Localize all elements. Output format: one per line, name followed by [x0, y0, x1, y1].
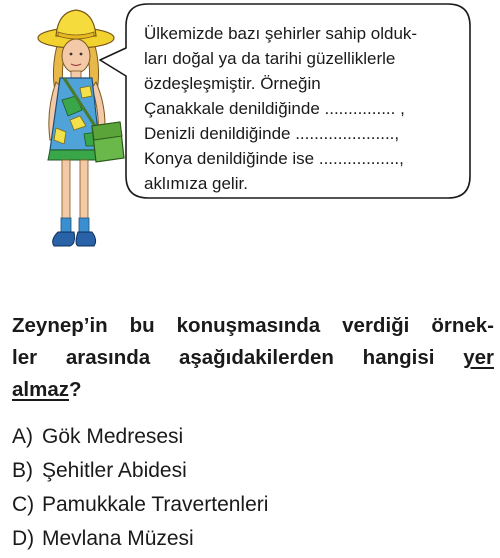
option-text: Şehitler Abidesi [42, 459, 187, 482]
question-word: arasında [65, 346, 151, 369]
question-line-2 [12, 342, 494, 374]
bubble-line: aklımıza gelir. [144, 174, 248, 193]
bubble-line: Ülkemizde bazı şehirler sahip olduk- [144, 24, 418, 43]
option-c[interactable] [12, 488, 482, 522]
answer-options [12, 420, 482, 556]
option-text: Gök Medresesi [42, 425, 184, 448]
shoe-icon [53, 232, 75, 246]
question-word: hangisi [362, 346, 435, 369]
speech-bubble-text [144, 21, 464, 196]
question-line-3 [12, 374, 494, 406]
option-letter: D) [12, 527, 35, 550]
question-stem [12, 310, 494, 406]
question-word: örnek- [431, 314, 494, 337]
question-word: ler [12, 346, 38, 369]
option-letter: C) [12, 493, 35, 516]
bubble-line: Çanakkale denildiğinde ............... , [144, 99, 405, 118]
face [62, 39, 90, 73]
bubble-line: ları doğal ya da tarihi güzelliklerle [144, 49, 396, 68]
option-letter: A) [12, 425, 33, 448]
option-d[interactable] [12, 522, 482, 556]
question-word: Zeynep’in [12, 314, 108, 337]
option-a[interactable] [12, 420, 482, 454]
question-line-1 [12, 310, 494, 342]
bubble-line: özdeşleşmiştir. Örneğin [144, 74, 321, 93]
question-word: aşağıdakilerden [178, 346, 334, 369]
option-text: Mevlana Müzesi [42, 527, 194, 550]
question-mark: ? [68, 378, 82, 401]
question-word: verdiği [342, 314, 410, 337]
question-underlined-word: almaz [12, 378, 69, 401]
question-word: bu [129, 314, 155, 337]
question-underlined-word: yer [463, 346, 494, 369]
bubble-line: Denizli denildiğinde ....................., [144, 124, 400, 143]
option-b[interactable] [12, 454, 482, 488]
option-text: Pamukkale Travertenleri [42, 493, 269, 516]
option-letter: B) [12, 459, 33, 482]
bubble-line: Konya denildiğinde ise ................., [144, 149, 404, 168]
question-word: konuşmasında [176, 314, 321, 337]
